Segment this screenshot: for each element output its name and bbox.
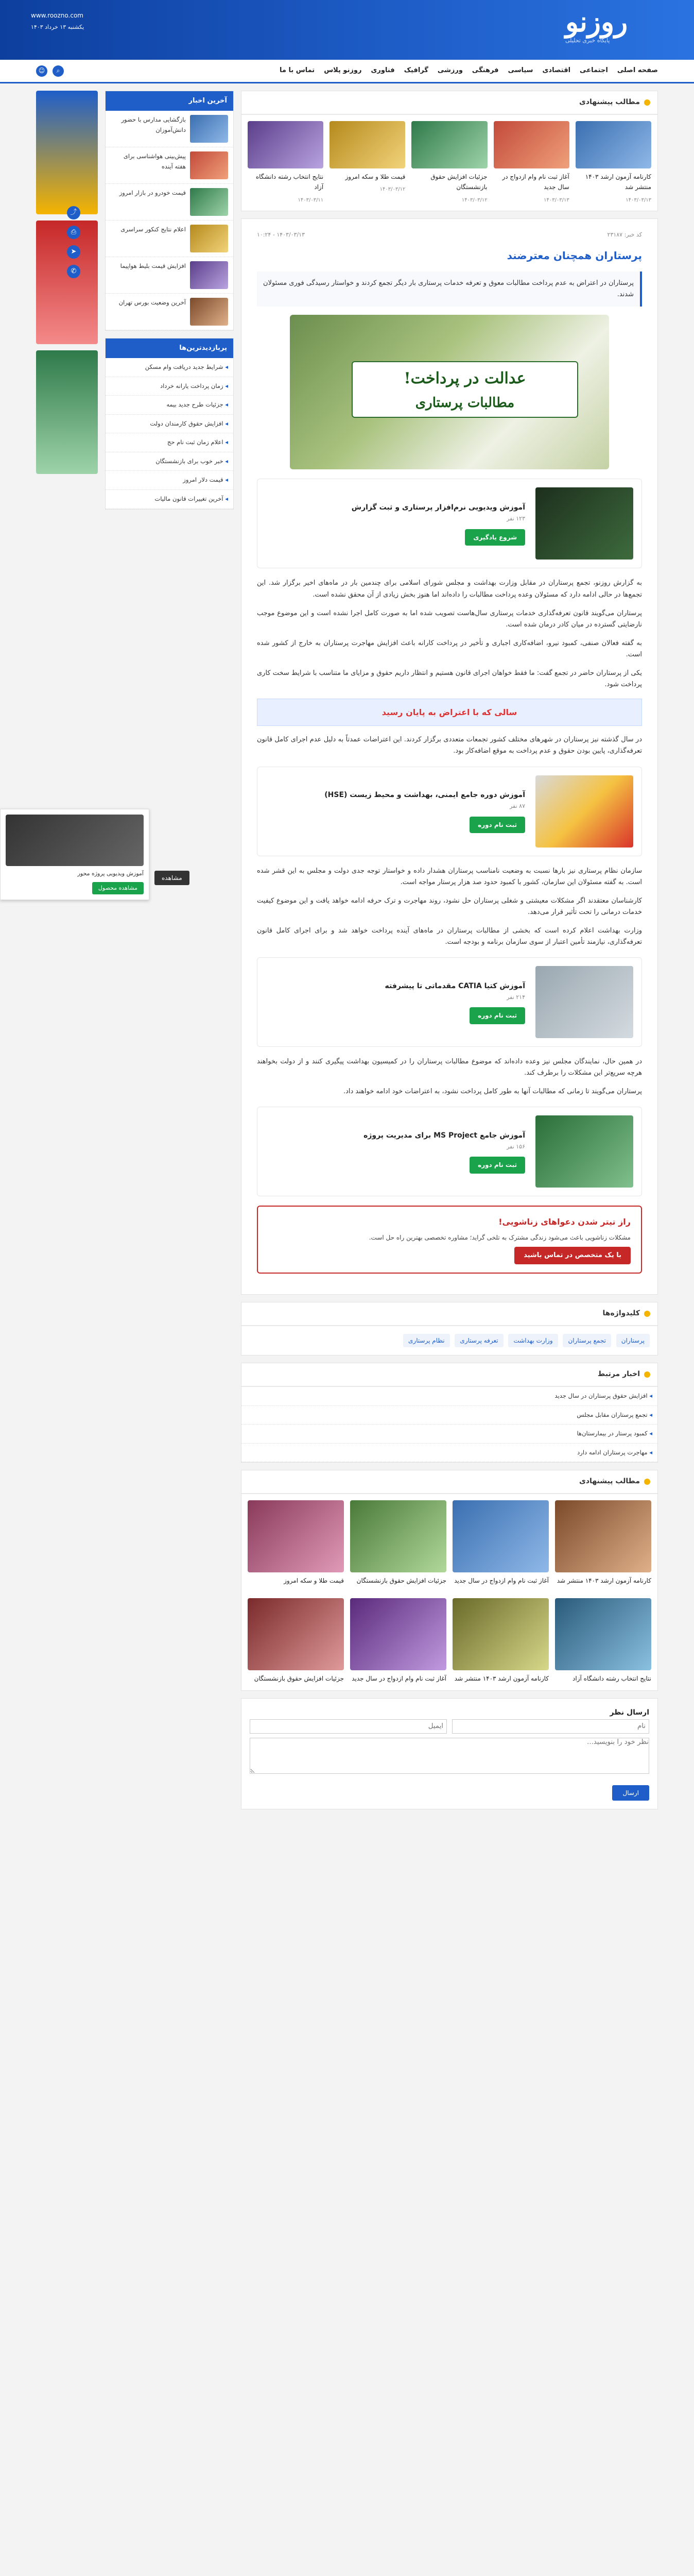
article-paragraph: به گزارش روزنو، تجمع پرستاران در مقابل وزارت بهداشت و مجلس شورای اسلامی برای چندمین بار در ماه‌های اخیر برگزار شد. این تجمع‌ها در حالی ادامه دارد که مسئولان وعده پرداخت مطالبات را داده‌اند اما هنوز بخش زیادی از آن محقق نشده است. (257, 579, 642, 599)
nav-sport[interactable]: ورزشی (437, 66, 463, 75)
comment-title: ارسال نظر (610, 1708, 649, 1717)
suggested-news-bottom: مطالب پیشنهادی کارنامه آزمون ارشد ۱۴۰۳ منتشر شد آغاز ثبت نام وام ازدواج در سال جدید جزئیات افزایش حقوق بازنشستگان قیمت طلا و سکه امروز نتایج انتخاب رشته دانشگاه آزاد کارنامه آزمون ارشد ۱۴۰۳ منتشر شد آغاز ثبت نام وام ازدواج در سال جدید جزئیات افزایش حقوق بازنشستگان (241, 1470, 658, 1691)
article-date: ۱۴۰۳/۰۳/۱۳ - ۱۰:۲۴ (257, 231, 305, 238)
ad-column (36, 91, 98, 1817)
nav-economy[interactable]: اقتصادی (542, 66, 571, 75)
sidebar-link[interactable]: ◂ آخرین تغییرات قانون مالیات (106, 490, 233, 509)
sidebar (105, 91, 234, 1817)
hero-banner-line2: مطالبات پرستاری (415, 395, 515, 411)
article-paragraph: در سال گذشته نیز پرستاران در شهرهای مختلف کشور تجمعات متعددی برگزار کردند. این اعتراضات عمدتاً به دلیل عدم اجرای کامل قانون تعرفه‌گذاری، پایین بودن حقوق و عدم پرداخت به موقع اضافه‌کار بود. (257, 736, 642, 755)
main-nav (0, 60, 694, 83)
article-paragraph: سازمان نظام پرستاری نیز بارها نسبت به وضعیت نامناسب پرستاران هشدار داده و خواستار توجه جدی دولت و مجلس به این قشر شده است. به گفته مسئولان این سازمان، کشور با کمبود حدود صد هزار پرستار مواجه است. (257, 867, 642, 886)
latest-news-box (105, 91, 234, 331)
sidebar-item[interactable]: قیمت خودرو در بازار امروز (106, 184, 233, 221)
nav-graphic[interactable]: گرافیک (404, 66, 428, 75)
hero-banner-line1: عدالت در پرداخت! (404, 369, 526, 387)
nav-politics[interactable]: سیاسی (508, 66, 533, 75)
article-paragraph: به گفته فعالان صنفی، کمبود نیرو، اضافه‌کاری اجباری و تأخیر در پرداخت کارانه باعث افزایش مهاجرت پرستاران به خارج از کشور شده است. (257, 639, 642, 658)
promo-button[interactable]: شروع یادگیری (465, 529, 525, 546)
bullet-icon (644, 99, 650, 106)
sidebar-link[interactable]: ◂ اعلام زمان ثبت نام حج (106, 433, 233, 452)
promo-button[interactable]: ثبت نام دوره (470, 817, 525, 833)
section-title: مطالب پیشنهادی (579, 98, 640, 106)
logo-text: روزنو (565, 5, 628, 38)
news-card[interactable]: قیمت طلا و سکه امروز ۱۴۰۳/۰۳/۱۲ (329, 121, 405, 205)
most-viewed-box (105, 338, 234, 509)
news-card[interactable]: جزئیات افزایش حقوق بازنشستگان ۱۴۰۳/۰۳/۱۲ (411, 121, 487, 205)
news-card[interactable]: کارنامه آزمون ارشد ۱۴۰۳ منتشر شد ۱۴۰۳/۰۳/۱۳ (576, 121, 651, 205)
article-paragraph: پرستاران می‌گویند قانون تعرفه‌گذاری خدمات پرستاری سال‌هاست تصویب شده اما به صورت کامل اجرا نشده است و این موضوع موجب نارضایتی گسترده در میان کادر درمان شده است. (257, 609, 642, 629)
tag[interactable]: وزارت بهداشت (508, 1334, 558, 1347)
comment-textarea[interactable] (250, 1738, 649, 1774)
email-input[interactable] (250, 1719, 447, 1734)
article-code: کد خبر: ۲۳۱۸۷ (607, 231, 642, 238)
whatsapp-icon[interactable]: ✆ (67, 265, 80, 278)
floating-promo (0, 809, 149, 900)
site-logo[interactable] (565, 7, 658, 52)
bullet-icon (644, 1479, 650, 1485)
sidebar-item[interactable]: بازگشایی مدارس با حضور دانش‌آموزان (106, 111, 233, 147)
sidebar-item[interactable]: افزایش قیمت بلیط هواپیما (106, 257, 233, 294)
view-button[interactable]: مشاهده (154, 871, 189, 885)
cta-body: مشکلات زناشویی باعث می‌شود زندگی مشترک به تلخی گراید؛ مشاوره تخصصی بهترین راه حل است. (369, 1233, 631, 1241)
promo-button[interactable]: مشاهده محصول (92, 882, 144, 895)
sidebar-link[interactable]: ◂ زمان پرداخت یارانه خرداد (106, 377, 233, 396)
tag[interactable]: نظام پرستاری (403, 1334, 450, 1347)
sidebar-title: پربازدیدترین‌ها (106, 338, 233, 358)
news-card[interactable]: آغاز ثبت نام وام ازدواج در سال جدید ۱۴۰۳/۰۳/۱۳ (494, 121, 569, 205)
related-item[interactable]: ◂ افزایش حقوق پرستاران در سال جدید (241, 1387, 657, 1406)
nav-contact[interactable]: تماس با ما (280, 66, 315, 75)
comment-form (241, 1698, 658, 1810)
article-paragraph: وزارت بهداشت اعلام کرده است که بخشی از مطالبات پرستاران در ماه‌های آینده پرداخت خواهد شد و برای اجرای کامل قانون تعرفه‌گذاری، نیازمند تأمین اعتبار از سوی سازمان برنامه و بودجه است. (257, 926, 642, 946)
news-card[interactable]: نتایج انتخاب رشته دانشگاه آزاد (555, 1598, 651, 1684)
search-icon[interactable]: ⌕ (53, 65, 64, 77)
name-input[interactable] (452, 1719, 649, 1734)
cta-button[interactable]: با یک متخصص در تماس باشید (514, 1247, 631, 1264)
nav-tech[interactable]: فناوری (371, 66, 395, 75)
cta-title: راز تیتر شدن دعواهای زناشویی! (498, 1217, 631, 1227)
related-item[interactable]: ◂ مهاجرت پرستاران ادامه دارد (241, 1444, 657, 1463)
article-paragraph: در همین حال، نمایندگان مجلس نیز وعده داده‌اند که موضوع مطالبات پرستاران را در کمیسیون بهداشت پیگیری کنند و از دولت بخواهند هرچه سریع‌تر این مشکلات را برطرف کند. (257, 1058, 642, 1077)
ad-banner[interactable] (36, 350, 98, 474)
share-icon[interactable]: ⤴ (67, 206, 80, 219)
main-column (241, 91, 658, 1817)
telegram-icon[interactable]: ➤ (67, 245, 80, 259)
news-card[interactable]: جزئیات افزایش حقوق بازنشستگان (350, 1500, 446, 1586)
promo-card[interactable]: آموزش ویدیویی نرم‌افزار پرستاری و ثبت گزارش ۱۲۳ نفر شروع یادگیری (257, 479, 642, 568)
related-item[interactable]: ◂ کمبود پرستار در بیمارستان‌ها (241, 1425, 657, 1444)
logo-subtitle: پایگاه خبری تحلیلی (565, 37, 610, 44)
news-card[interactable]: کارنامه آزمون ارشد ۱۴۰۳ منتشر شد (555, 1500, 651, 1586)
article-paragraph: پرستاران می‌گویند تا زمانی که مطالبات آنها به طور کامل پرداخت نشود، به اعتراضات خود ادامه خواهند داد. (343, 1088, 642, 1096)
news-card[interactable]: جزئیات افزایش حقوق بازنشستگان (248, 1598, 344, 1684)
tag[interactable]: تعرفه پرستاری (455, 1334, 503, 1347)
related-item[interactable]: ◂ تجمع پرستاران مقابل مجلس (241, 1406, 657, 1425)
promo-text: آموزش ویدیویی پروژه محور (77, 870, 144, 877)
send-comment-button[interactable]: ارسال (612, 1785, 649, 1801)
sidebar-link[interactable]: ◂ قیمت دلار امروز (106, 471, 233, 490)
bullet-icon (644, 1371, 650, 1378)
sidebar-link[interactable]: ◂ جزئیات طرح جدید بیمه (106, 396, 233, 415)
news-card[interactable]: آغاز ثبت نام وام ازدواج در سال جدید (453, 1500, 549, 1586)
nav-home[interactable]: صفحه اصلی (617, 66, 658, 75)
nav-culture[interactable]: فرهنگی (472, 66, 499, 75)
promo-image (6, 815, 144, 866)
article-paragraph: یکی از پرستاران حاضر در تجمع گفت: ما فقط خواهان اجرای قانون هستیم و انتظار داریم حقوق و مزایای ما متناسب با شرایط سخت کاری پرداخت شود. (257, 669, 642, 689)
tag[interactable]: تجمع پرستاران (563, 1334, 611, 1347)
article (241, 218, 658, 1295)
subheading-notice: سالی که با اعتراض به پایان رسید (257, 699, 642, 726)
nav-plus[interactable]: روزنو پلاس (324, 66, 362, 75)
share-bar (67, 206, 80, 278)
sidebar-title: آخرین اخبار (106, 91, 233, 111)
related-news: اخبار مرتبط ◂ افزایش حقوق پرستاران در سال جدید ◂ تجمع پرستاران مقابل مجلس ◂ کمبود پرستار در بیمارستان‌ها ◂ مهاجرت پرستاران ادامه دارد (241, 1363, 658, 1463)
sidebar-item[interactable]: اعلام نتایج کنکور سراسری (106, 221, 233, 257)
article-title: پرستاران همچنان معترضند (507, 249, 642, 262)
article-paragraph: کارشناسان معتقدند اگر مشکلات معیشتی و شغلی پرستاران حل نشود، روند مهاجرت و ترک حرفه ادامه خواهد یافت و این موضوع کیفیت خدمات درمانی را تحت تأثیر قرار می‌دهد. (257, 896, 642, 916)
news-card[interactable]: قیمت طلا و سکه امروز (248, 1500, 344, 1586)
bullet-icon (644, 1311, 650, 1317)
sidebar-item[interactable]: آخرین وضعیت بورس تهران (106, 294, 233, 330)
current-date: یکشنبه ۱۳ خرداد ۱۴۰۳ (31, 24, 84, 30)
promo-button[interactable]: ثبت نام دوره (470, 1007, 525, 1024)
site-url[interactable]: www.roozno.com (31, 12, 83, 19)
sidebar-item[interactable]: پیش‌بینی هواشناسی برای هفته آینده (106, 147, 233, 184)
promo-card[interactable]: آموزش دوره جامع ایمنی، بهداشت و محیط زیست (HSE) ۸۷ نفر ثبت نام دوره (257, 767, 642, 856)
sidebar-link[interactable]: ◂ خبر خوب برای بازنشستگان (106, 452, 233, 471)
user-icon[interactable]: ☺ (36, 65, 47, 77)
consult-cta (257, 1206, 642, 1274)
article-hero-image (290, 315, 609, 469)
tag[interactable]: پرستاران (616, 1334, 650, 1347)
promo-card[interactable]: آموزش جامع MS Project برای مدیریت پروژه ۱۵۶ نفر ثبت نام دوره (257, 1107, 642, 1196)
ad-banner[interactable] (36, 91, 98, 214)
print-icon[interactable]: ⎙ (67, 226, 80, 239)
news-card[interactable]: آغاز ثبت نام وام ازدواج در سال جدید (350, 1598, 446, 1684)
article-lead: پرستاران در اعتراض به عدم پرداخت مطالبات معوق و تعرفه خدمات پرستاری بار دیگر تجمع کردند و خواستار رسیدگی فوری مسئولان شدند. (257, 272, 642, 307)
promo-button[interactable]: ثبت نام دوره (470, 1157, 525, 1173)
suggested-news (241, 91, 658, 211)
promo-card[interactable]: آموزش کتیا CATIA مقدماتی تا پیشرفته ۲۱۴ نفر ثبت نام دوره (257, 957, 642, 1047)
news-card[interactable]: کارنامه آزمون ارشد ۱۴۰۳ منتشر شد (453, 1598, 549, 1684)
news-card[interactable]: نتایج انتخاب رشته دانشگاه آزاد ۱۴۰۳/۰۳/۱۱ (248, 121, 323, 205)
nav-social[interactable]: اجتماعی (580, 66, 608, 75)
sidebar-link[interactable]: ◂ شرایط جدید دریافت وام مسکن (106, 358, 233, 377)
site-header (0, 0, 694, 60)
sidebar-link[interactable]: ◂ افزایش حقوق کارمندان دولت (106, 415, 233, 434)
tags-box: کلیدواژه‌ها پرستاران تجمع پرستاران وزارت بهداشت تعرفه پرستاری نظام پرستاری (241, 1302, 658, 1355)
